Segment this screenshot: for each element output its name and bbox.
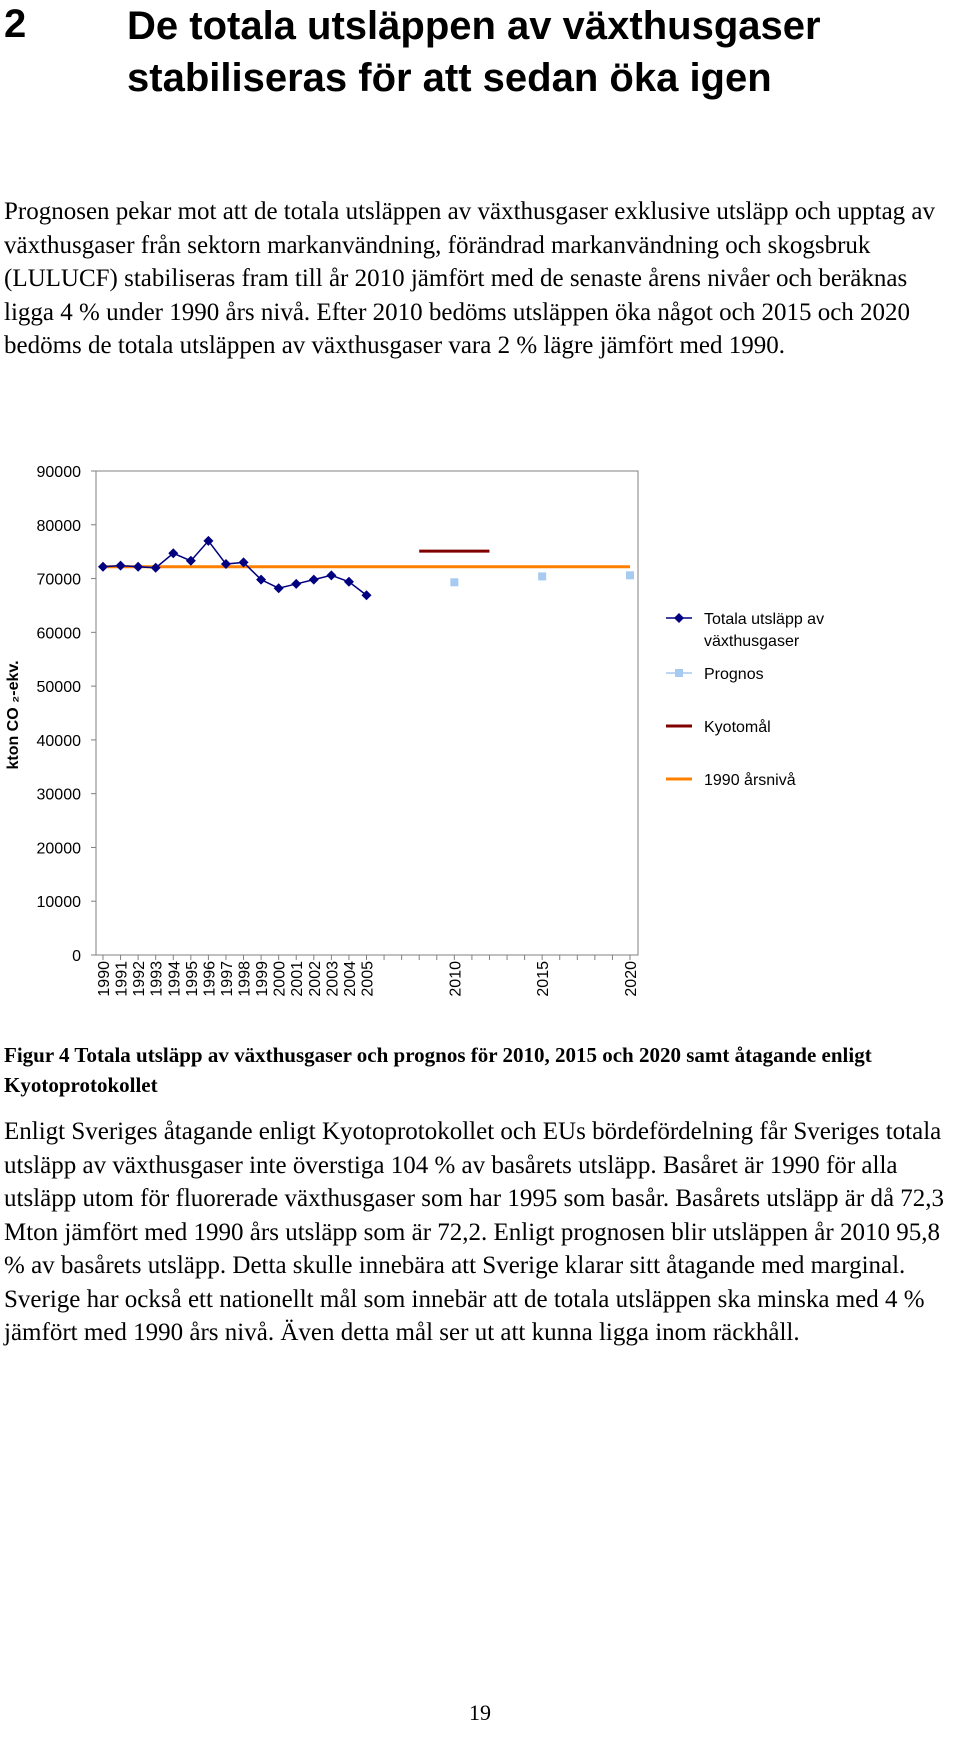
x-tick-label: 2002: [306, 961, 324, 997]
y-tick-label: 10000: [36, 894, 81, 912]
x-tick-label: 2001: [289, 961, 307, 997]
x-tick-label: 1994: [166, 961, 184, 997]
intro-section: [4, 195, 954, 363]
x-tick-label: 1990: [96, 961, 113, 997]
x-tick-label: 1999: [254, 961, 272, 997]
total-emissions-point: [291, 579, 301, 589]
x-tick-label: 1991: [113, 961, 131, 997]
total-emissions-point: [326, 570, 336, 580]
legend-total-label-line2: växthusgaser: [704, 633, 800, 650]
chapter-heading: [0, 0, 960, 110]
x-tick-label: 2000: [271, 961, 289, 997]
total-emissions-point: [133, 562, 143, 572]
body-paragraph: Enligt Sveriges åtagande enligt Kyotoprotokollet och EUs bördefördelning får Sveriges totala utsläpp av växthusgaser inte överstiga 104 % av basårets utsläpp. Basåret är 1990 för alla utsläpp utom för fluorerade växthusgaser som har 1995 som basår. Basårets utsläpp är då 72,3 Mton jämfört med 1990 års utsläpp som är 72,2. Enligt prognosen blir utsläppen år 2010 95,8 % av basårets utsläpp. Detta skulle innebära att Sverige klarar sitt åtagande med marginal. Sverige har också ett nationellt mål som innebär att de totala utsläppen ska minska med 4 % jämfört med 1990 års nivå. Även detta mål ser ut att kunna ligga inom räckhåll.: [4, 1118, 945, 1346]
legend-forecast-label: Prognos: [704, 666, 764, 683]
chart-series: [98, 536, 634, 600]
y-tick-label: 20000: [36, 840, 81, 858]
x-tick-label: 1998: [236, 961, 254, 997]
total-emissions-point: [274, 583, 284, 593]
total-emissions-point: [309, 575, 319, 585]
emissions-chart: [0, 455, 960, 1015]
chapter-number: 2: [4, 2, 27, 46]
x-tick-label: 1993: [148, 961, 166, 997]
x-tick-label: 1996: [201, 961, 219, 997]
chart-axes: [91, 471, 638, 960]
x-tick-label: 1992: [131, 961, 149, 997]
chapter-title: De totala utsläppen av växthusgaser stabiliseras för att sedan öka igen: [127, 4, 821, 100]
y-tick-label: 40000: [36, 732, 81, 750]
x-tick-label: 2015: [535, 961, 553, 997]
legend-total-marker: [674, 613, 684, 623]
intro-paragraph: Prognosen pekar mot att de totala utsläppen av växthusgaser exklusive utsläpp och upptag av växthusgaser från sektorn markanvändning, förändrad markanvändning och skogsbruk (LULUCF) stabiliseras fram till år 2010 jämfört med de senaste årens nivåer och beräknas ligga 4 % under 1990 års nivå. Efter 2010 bedöms utsläppen öka något och 2015 och 2020 bedöms de totala utsläppen av växthusgaser vara 2 % lägre jämfört med 1990.: [4, 198, 936, 359]
x-tick-label: 2005: [359, 961, 377, 997]
y-tick-label: 60000: [36, 625, 81, 643]
legend-kyoto-label: Kyotomål: [704, 719, 771, 736]
forecast-point: [538, 572, 546, 580]
x-tick-label: 1997: [218, 961, 236, 997]
y-tick-label: 30000: [36, 786, 81, 804]
y-axis-label: [5, 660, 22, 769]
y-tick-label: 70000: [36, 571, 81, 589]
x-tick-label: 2020: [623, 961, 640, 997]
total-emissions-point: [98, 562, 108, 572]
forecast-point: [450, 578, 458, 586]
x-tick-label: 2004: [341, 961, 359, 997]
y-tick-label: 0: [72, 948, 81, 965]
chart-svg: [0, 455, 960, 1015]
figure-caption: Figur 4 Totala utsläpp av växthusgaser och prognos för 2010, 2015 och 2020 samt åtagande enligt Kyotoprotokollet: [4, 1043, 872, 1097]
x-tick-label: 2003: [324, 961, 342, 997]
y-tick-label: 50000: [36, 679, 81, 697]
forecast-point: [626, 571, 634, 579]
y-tick-label: 80000: [36, 517, 81, 535]
total-emissions-point: [116, 561, 126, 571]
x-tick-labels: [96, 961, 640, 997]
legend-forecast-marker: [675, 669, 683, 677]
legend-level-label: 1990 årsnivå: [704, 772, 796, 789]
body-section: [4, 1115, 954, 1350]
page-number: 19: [469, 1700, 491, 1725]
x-tick-label: 1995: [183, 961, 201, 997]
y-axis-title: kton CO ₂-ekv.: [5, 660, 22, 770]
x-tick-label: 2010: [447, 961, 465, 997]
legend-total-label-line1: Totala utsläpp av: [704, 611, 825, 628]
chart-legend: [666, 611, 824, 789]
plot-frame: [96, 471, 638, 955]
y-tick-labels: [37, 464, 82, 965]
y-tick-label: 90000: [36, 464, 81, 481]
